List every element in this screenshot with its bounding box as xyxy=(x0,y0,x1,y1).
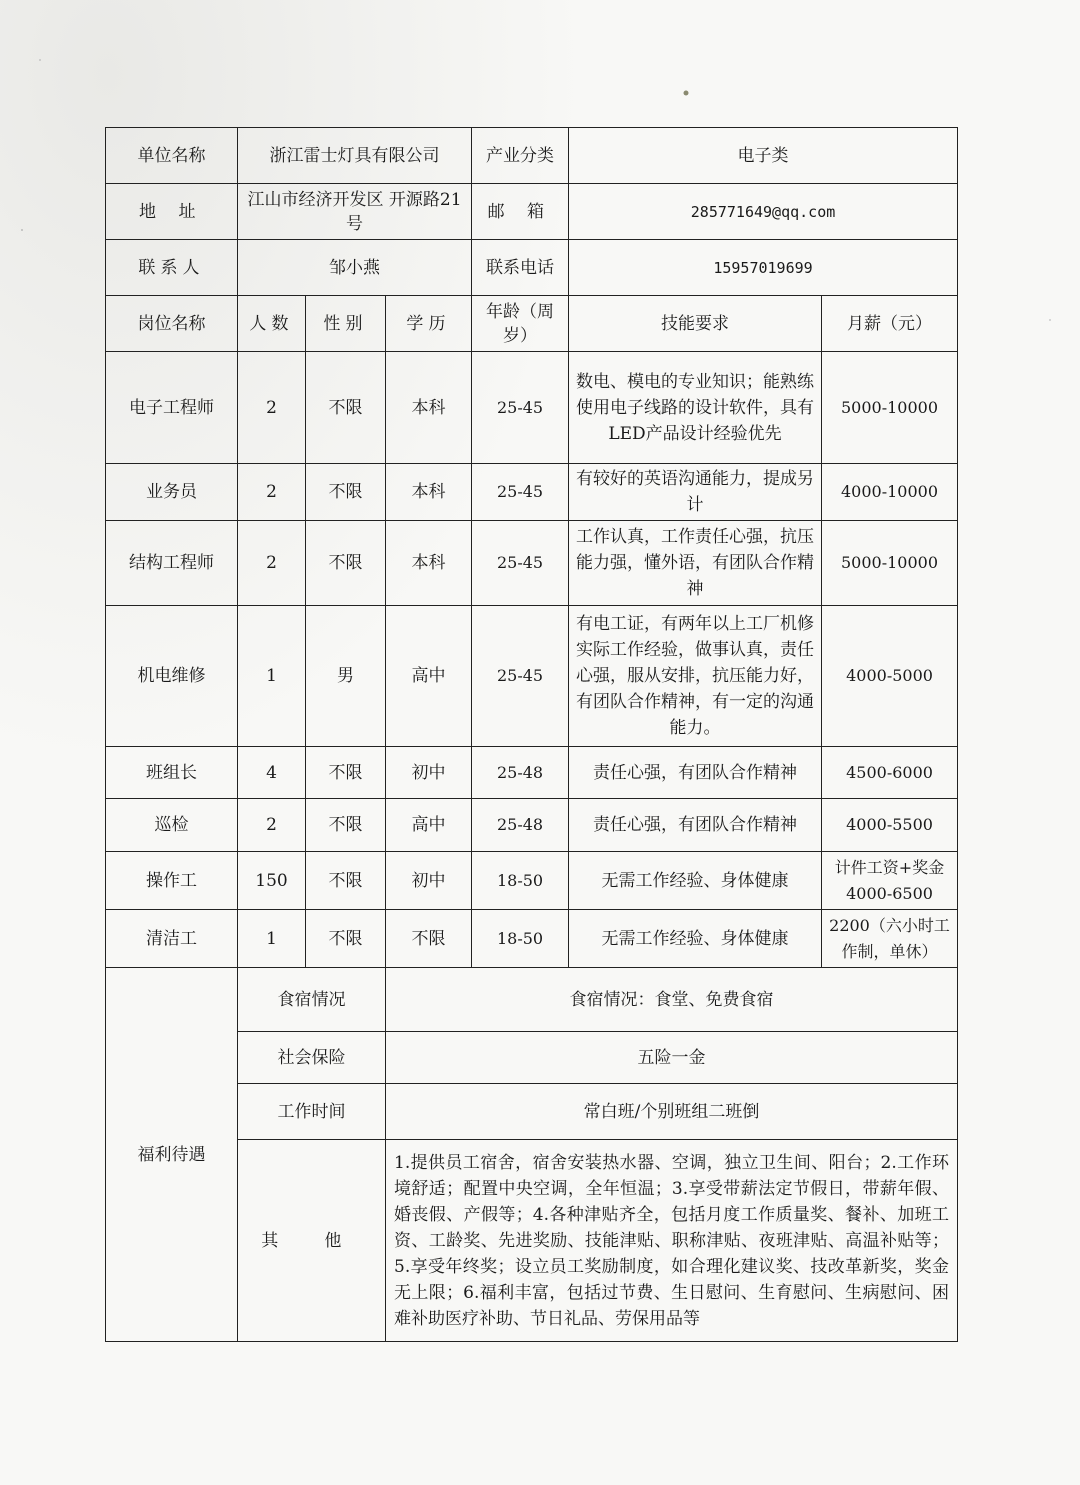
contact-label: 联系人 xyxy=(106,240,238,296)
position-age: 25-48 xyxy=(472,747,569,799)
position-row xyxy=(106,852,958,910)
position-salary: 2200（六小时工作制，单休） xyxy=(822,910,958,968)
position-salary: 4000-5500 xyxy=(822,799,958,852)
position-count: 4 xyxy=(238,747,306,799)
position-gender: 不限 xyxy=(306,521,386,606)
position-row xyxy=(106,747,958,799)
position-salary: 5000-10000 xyxy=(822,352,958,464)
position-salary: 4000-5000 xyxy=(822,606,958,747)
position-education: 高中 xyxy=(386,799,472,852)
position-education: 本科 xyxy=(386,521,472,606)
benefits-label: 福利待遇 xyxy=(106,968,238,1342)
position-gender: 不限 xyxy=(306,464,386,521)
position-salary: 4500-6000 xyxy=(822,747,958,799)
position-education: 不限 xyxy=(386,910,472,968)
address-label: 地 址 xyxy=(106,184,238,240)
position-row xyxy=(106,352,958,464)
position-row xyxy=(106,521,958,606)
position-education: 初中 xyxy=(386,747,472,799)
position-education: 初中 xyxy=(386,852,472,910)
company-name-label: 单位名称 xyxy=(106,128,238,184)
position-title: 清洁工 xyxy=(106,910,238,968)
position-skills: 无需工作经验、身体健康 xyxy=(569,910,822,968)
position-title: 班组长 xyxy=(106,747,238,799)
header-skills: 技能要求 xyxy=(569,296,822,352)
header-age: 年龄（周岁） xyxy=(472,296,569,352)
phone-value: 15957019699 xyxy=(569,240,958,296)
meals-value: 食宿情况：食堂、免费食宿 xyxy=(386,968,958,1032)
address-row xyxy=(106,184,958,240)
position-gender: 男 xyxy=(306,606,386,747)
position-skills: 责任心强，有团队合作精神 xyxy=(569,747,822,799)
job-posting-table xyxy=(105,127,958,1342)
other-label: 其 他 xyxy=(238,1140,386,1342)
position-skills: 数电、模电的专业知识；能熟练使用电子线路的设计软件，具有LED产品设计经验优先 xyxy=(569,352,822,464)
position-row xyxy=(106,910,958,968)
position-count: 2 xyxy=(238,521,306,606)
position-skills: 责任心强，有团队合作精神 xyxy=(569,799,822,852)
address-value: 江山市经济开发区 开源路21号 xyxy=(238,184,472,240)
industry-label: 产业分类 xyxy=(472,128,569,184)
position-count: 2 xyxy=(238,352,306,464)
position-gender: 不限 xyxy=(306,747,386,799)
positions-header-row xyxy=(106,296,958,352)
position-count: 1 xyxy=(238,606,306,747)
position-salary: 5000-10000 xyxy=(822,521,958,606)
position-title: 电子工程师 xyxy=(106,352,238,464)
hours-value: 常白班/个别班组二班倒 xyxy=(386,1084,958,1140)
header-salary: 月薪（元） xyxy=(822,296,958,352)
position-education: 高中 xyxy=(386,606,472,747)
position-title: 机电维修 xyxy=(106,606,238,747)
benefits-meals-row xyxy=(106,968,958,1032)
meals-label: 食宿情况 xyxy=(238,968,386,1032)
position-gender: 不限 xyxy=(306,852,386,910)
other-value: 1.提供员工宿舍，宿舍安装热水器、空调，独立卫生间、阳台；2.工作环境舒适；配置中央空调，全年恒温；3.享受带薪法定节假日，带薪年假、婚丧假、产假等；4.各种津贴齐全，包括月度工作质量奖、餐补、加班工资、工龄奖、先进奖励、技能津贴、职称津贴、夜班津贴、高温补贴等；5.享受年终奖；设立员工奖励制度，如合理化建议奖、技改革新奖，奖金无上限；6.福利丰富，包括过节费、生日慰问、生育慰问、生病慰问、困难补助医疗补助、节日礼品、劳保用品等 xyxy=(386,1140,958,1342)
position-row xyxy=(106,799,958,852)
position-skills: 有较好的英语沟通能力，提成另计 xyxy=(569,464,822,521)
position-title: 巡检 xyxy=(106,799,238,852)
position-count: 2 xyxy=(238,799,306,852)
company-name-row xyxy=(106,128,958,184)
industry-value: 电子类 xyxy=(569,128,958,184)
position-age: 25-45 xyxy=(472,352,569,464)
insurance-value: 五险一金 xyxy=(386,1032,958,1084)
position-education: 本科 xyxy=(386,352,472,464)
phone-label: 联系电话 xyxy=(472,240,569,296)
company-name: 浙江雷士灯具有限公司 xyxy=(238,128,472,184)
header-gender: 性别 xyxy=(306,296,386,352)
position-title: 操作工 xyxy=(106,852,238,910)
header-count: 人数 xyxy=(238,296,306,352)
contact-row xyxy=(106,240,958,296)
position-age: 25-45 xyxy=(472,464,569,521)
position-gender: 不限 xyxy=(306,910,386,968)
position-count: 1 xyxy=(238,910,306,968)
position-salary: 4000-10000 xyxy=(822,464,958,521)
position-skills: 无需工作经验、身体健康 xyxy=(569,852,822,910)
position-gender: 不限 xyxy=(306,799,386,852)
position-salary: 计件工资+奖金 4000-6500 xyxy=(822,852,958,910)
email-label: 邮 箱 xyxy=(472,184,569,240)
position-count: 150 xyxy=(238,852,306,910)
insurance-label: 社会保险 xyxy=(238,1032,386,1084)
position-title: 结构工程师 xyxy=(106,521,238,606)
header-education: 学历 xyxy=(386,296,472,352)
position-title: 业务员 xyxy=(106,464,238,521)
position-row xyxy=(106,606,958,747)
position-age: 18-50 xyxy=(472,910,569,968)
position-skills: 工作认真，工作责任心强，抗压能力强，懂外语，有团队合作精神 xyxy=(569,521,822,606)
position-education: 本科 xyxy=(386,464,472,521)
position-age: 25-45 xyxy=(472,521,569,606)
position-gender: 不限 xyxy=(306,352,386,464)
position-count: 2 xyxy=(238,464,306,521)
hours-label: 工作时间 xyxy=(238,1084,386,1140)
contact-name: 邹小燕 xyxy=(238,240,472,296)
email-value: 285771649@qq.com xyxy=(569,184,958,240)
position-row xyxy=(106,464,958,521)
position-age: 18-50 xyxy=(472,852,569,910)
position-age: 25-45 xyxy=(472,606,569,747)
position-skills: 有电工证，有两年以上工厂机修实际工作经验，做事认真，责任心强，服从安排，抗压能力好，有团队合作精神，有一定的沟通能力。 xyxy=(569,606,822,747)
header-position: 岗位名称 xyxy=(106,296,238,352)
position-age: 25-48 xyxy=(472,799,569,852)
